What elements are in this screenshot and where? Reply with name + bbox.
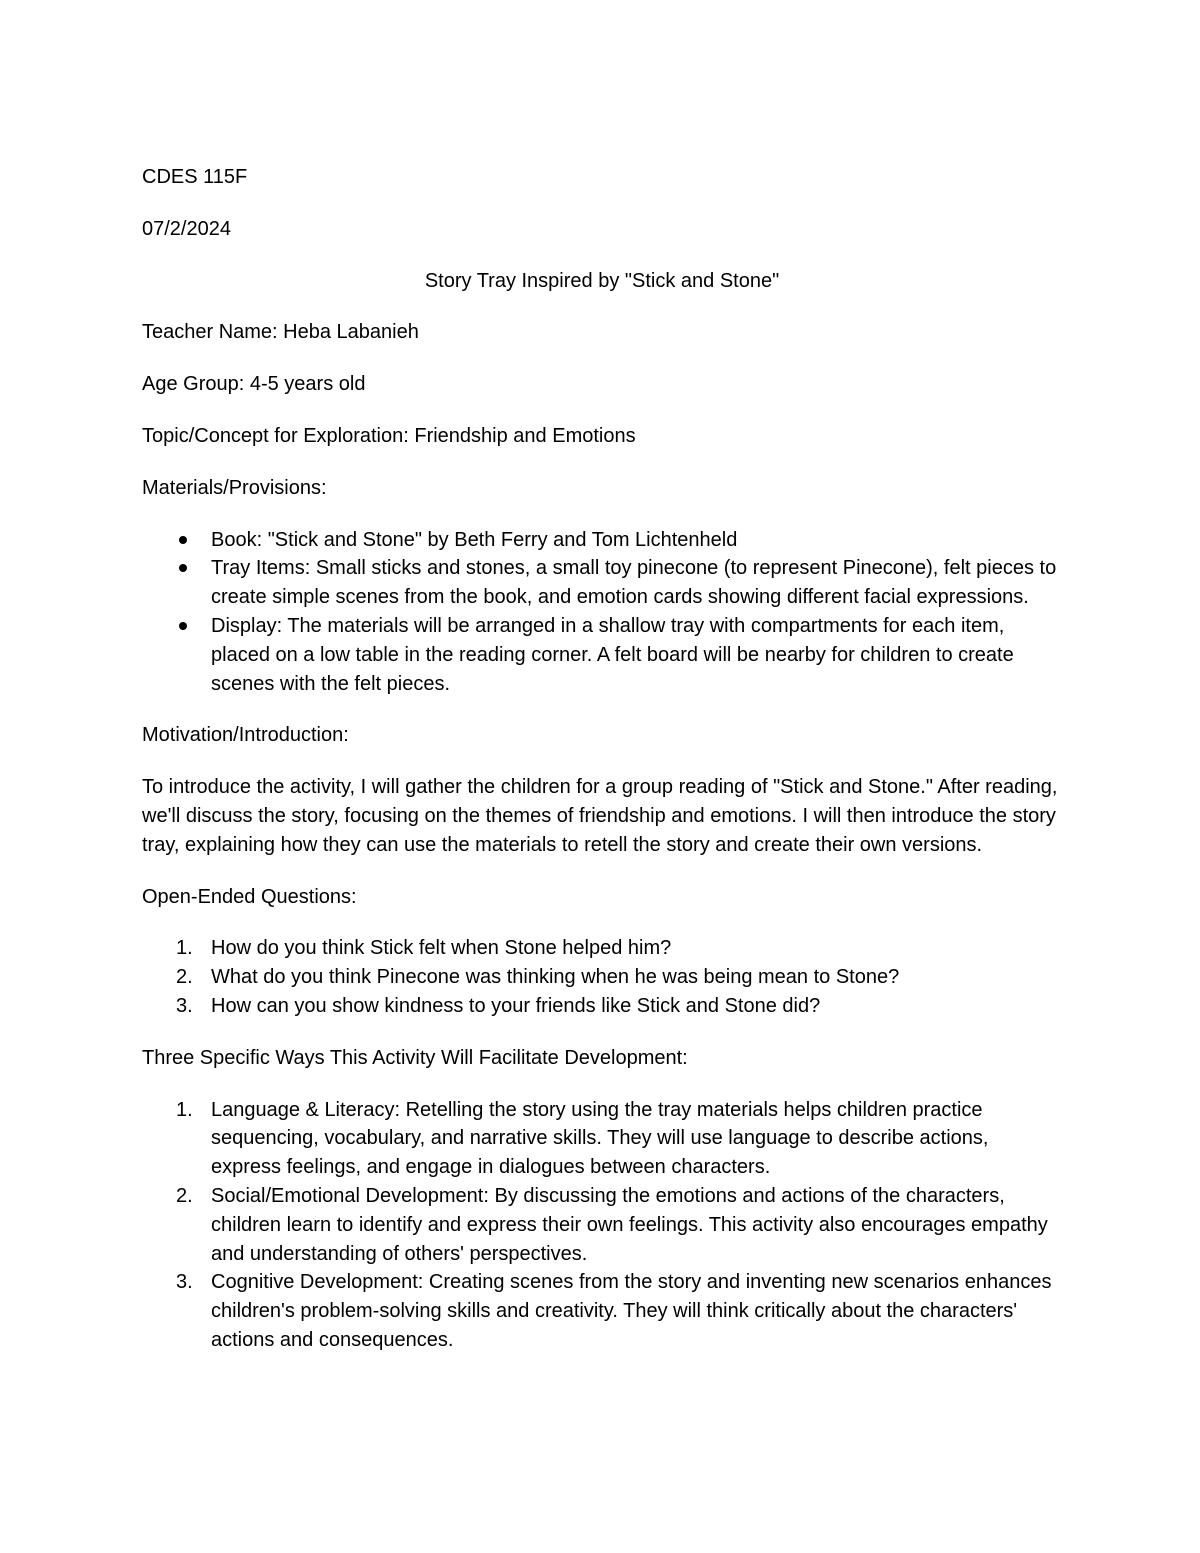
list-item-text: Book: "Stick and Stone" by Beth Ferry and Tom Lichtenheld (211, 528, 738, 551)
development-list (142, 1096, 1062, 1355)
motivation-text: To introduce the activity, I will gather the children for a group reading of "Stick and Stone." After reading, we'll discuss the story, focusing on the themes of friendship and emotions. I will then introduce the story tray, explaining how they can use the materials to retell the story and create their own versions. (142, 776, 1058, 856)
list-item (142, 526, 1062, 555)
list-item (142, 934, 1062, 963)
list-number: 3. (176, 1271, 193, 1294)
materials-list (142, 526, 1062, 699)
list-item-text: Display: The materials will be arranged in a shallow tray with compartments for each item, placed on a low table in the reading corner. A felt board will be nearby for children to create scenes with the felt pieces. (211, 614, 1014, 695)
list-item (142, 1182, 1062, 1268)
list-item (142, 992, 1062, 1021)
list-number: 1. (176, 937, 193, 960)
list-item-text: Language & Literacy: Retelling the story using the tray materials helps children practice sequencing, vocabulary, and narrative skills. They will use language to describe actions, express feelings, and engage in dialogues between characters. (211, 1098, 989, 1179)
list-item-text: How do you think Stick felt when Stone helped him? (211, 937, 672, 960)
list-item (142, 1268, 1062, 1354)
document-title: Story Tray Inspired by "Stick and Stone" (424, 269, 780, 292)
list-item (142, 963, 1062, 992)
list-item-text: Social/Emotional Development: By discussing the emotions and actions of the characters, children learn to identify and express their own feelings. This activity also encourages empathy and understanding of others' perspectives. (211, 1184, 1048, 1265)
bullet-icon (179, 564, 187, 572)
list-number: 2. (176, 966, 193, 989)
questions-heading: Open-Ended Questions: (142, 885, 357, 908)
list-item-text: Tray Items: Small sticks and stones, a small toy pinecone (to represent Pinecone), felt pieces to create simple scenes from the book, and emotion cards showing different facial expressions. (211, 557, 1057, 609)
topic-concept: Topic/Concept for Exploration: Friendship and Emotions (142, 424, 636, 447)
list-item (142, 612, 1062, 698)
course-code: CDES 115F (142, 166, 248, 188)
materials-heading: Materials/Provisions: (142, 476, 327, 499)
bullet-icon (179, 622, 187, 630)
list-item (142, 1096, 1062, 1182)
list-number: 1. (176, 1098, 193, 1121)
teacher-name: Teacher Name: Heba Labanieh (142, 321, 419, 344)
list-number: 2. (176, 1184, 193, 1207)
development-heading: Three Specific Ways This Activity Will Facilitate Development: (142, 1046, 688, 1069)
list-item-text: How can you show kindness to your friends like Stick and Stone did? (211, 994, 821, 1017)
list-item-text: What do you think Pinecone was thinking when he was being mean to Stone? (211, 966, 900, 989)
list-item-text: Cognitive Development: Creating scenes from the story and inventing new scenarios enhances children's problem-solving skills and creativity. They will think critically about the characters' actions and consequences. (211, 1271, 1052, 1351)
document-date: 07/2/2024 (142, 217, 231, 240)
document-page (142, 163, 1062, 1378)
list-item (142, 554, 1062, 612)
questions-list (142, 934, 1062, 1020)
list-number: 3. (176, 994, 193, 1017)
age-group: Age Group: 4-5 years old (142, 373, 366, 396)
bullet-icon (179, 536, 187, 544)
motivation-heading: Motivation/Introduction: (142, 724, 349, 747)
